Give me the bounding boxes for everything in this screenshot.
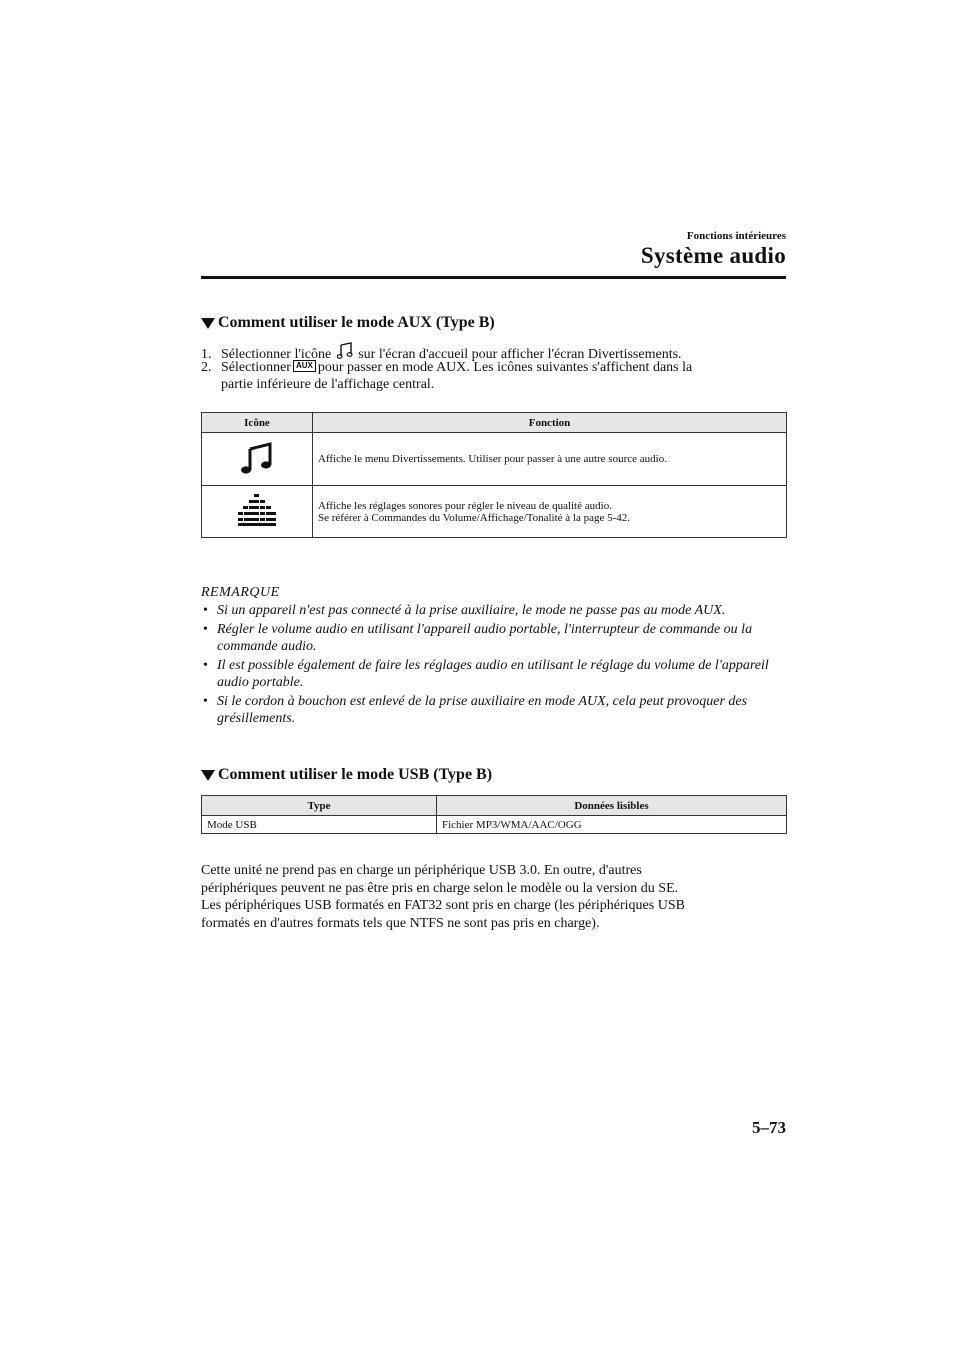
list-item: • Si le cordon à bouchon est enlevé de la prise auxiliaire en mode AUX, cela peut provoquer des grésillements.	[203, 694, 748, 726]
sound-settings-icon	[237, 493, 277, 527]
aux-step-1: 1. Sélectionner l'icône sur l'écran d'accueil pour afficher l'écran Divertissements.	[201, 342, 791, 363]
table-cell: Mode USB	[202, 816, 437, 834]
table-cell: Fichier MP3/WMA/AAC/OGG	[437, 816, 787, 834]
table-cell-text: Se référer à Commandes du Volume/Affichage/Tonalité à la page 5-42.	[318, 511, 631, 524]
usb-format-table	[201, 795, 787, 834]
note-list	[201, 602, 791, 729]
bullet-icon: •	[203, 622, 208, 637]
table-row	[202, 433, 787, 486]
usb-paragraph: Cette unité ne prend pas en charge un périphérique USB 3.0. En outre, d'autres périphériques peuvent ne pas être pris en charge selon le modèle ou la version du SE. Les périphériques USB formatés en FAT32 sont pris en charge (les périphériques USB formatés en d'autres formats tels que NTFS ne sont pas pris en charge).	[201, 863, 685, 931]
table-header: Icône	[202, 413, 313, 433]
table-header: Données lisibles	[437, 796, 787, 816]
table-cell-text: Affiche le menu Divertissements. Utiliser pour passer à une autre source audio.	[318, 453, 667, 465]
music-note-icon	[240, 441, 274, 475]
triangle-bullet-icon	[201, 318, 215, 329]
aux-section-title: Comment utiliser le mode AUX (Type B)	[201, 314, 495, 332]
page-number: 5–73	[752, 1118, 786, 1137]
page-title: Système audio	[640, 243, 786, 268]
header-divider	[201, 276, 786, 279]
note-title: REMARQUE	[201, 585, 280, 600]
list-item: • Il est possible également de faire les réglages audio en utilisant le réglage du volume de l'appareil audio portable.	[203, 658, 769, 690]
triangle-bullet-icon	[201, 770, 215, 781]
table-header: Type	[202, 796, 437, 816]
aux-icon-table	[201, 412, 787, 538]
table-cell-text: Affiche les réglages sonores pour régler le niveau de qualité audio.	[318, 499, 612, 512]
aux-step-2-cont: partie inférieure de l'affichage central.	[221, 377, 435, 392]
aux-step-2: 2. Sélectionner AUX pour passer en mode AUX. Les icônes suivantes s'affichent dans la	[201, 360, 693, 375]
table-row	[202, 486, 787, 538]
aux-icon: AUX	[293, 360, 316, 372]
list-item: • Si un appareil n'est pas connecté à la prise auxiliaire, le mode ne passe pas au mode AUX.	[203, 603, 726, 618]
table-row	[202, 816, 787, 834]
usb-section-title: Comment utiliser le mode USB (Type B)	[201, 766, 492, 784]
section-label: Fonctions intérieures	[686, 230, 786, 242]
list-item: • Régler le volume audio en utilisant l'appareil audio portable, l'interrupteur de commande ou la commande audio.	[203, 622, 753, 654]
bullet-icon: •	[203, 603, 208, 618]
bullet-icon: •	[203, 694, 208, 709]
bullet-icon: •	[203, 658, 208, 673]
table-header: Fonction	[313, 413, 787, 433]
music-note-icon	[337, 342, 353, 360]
